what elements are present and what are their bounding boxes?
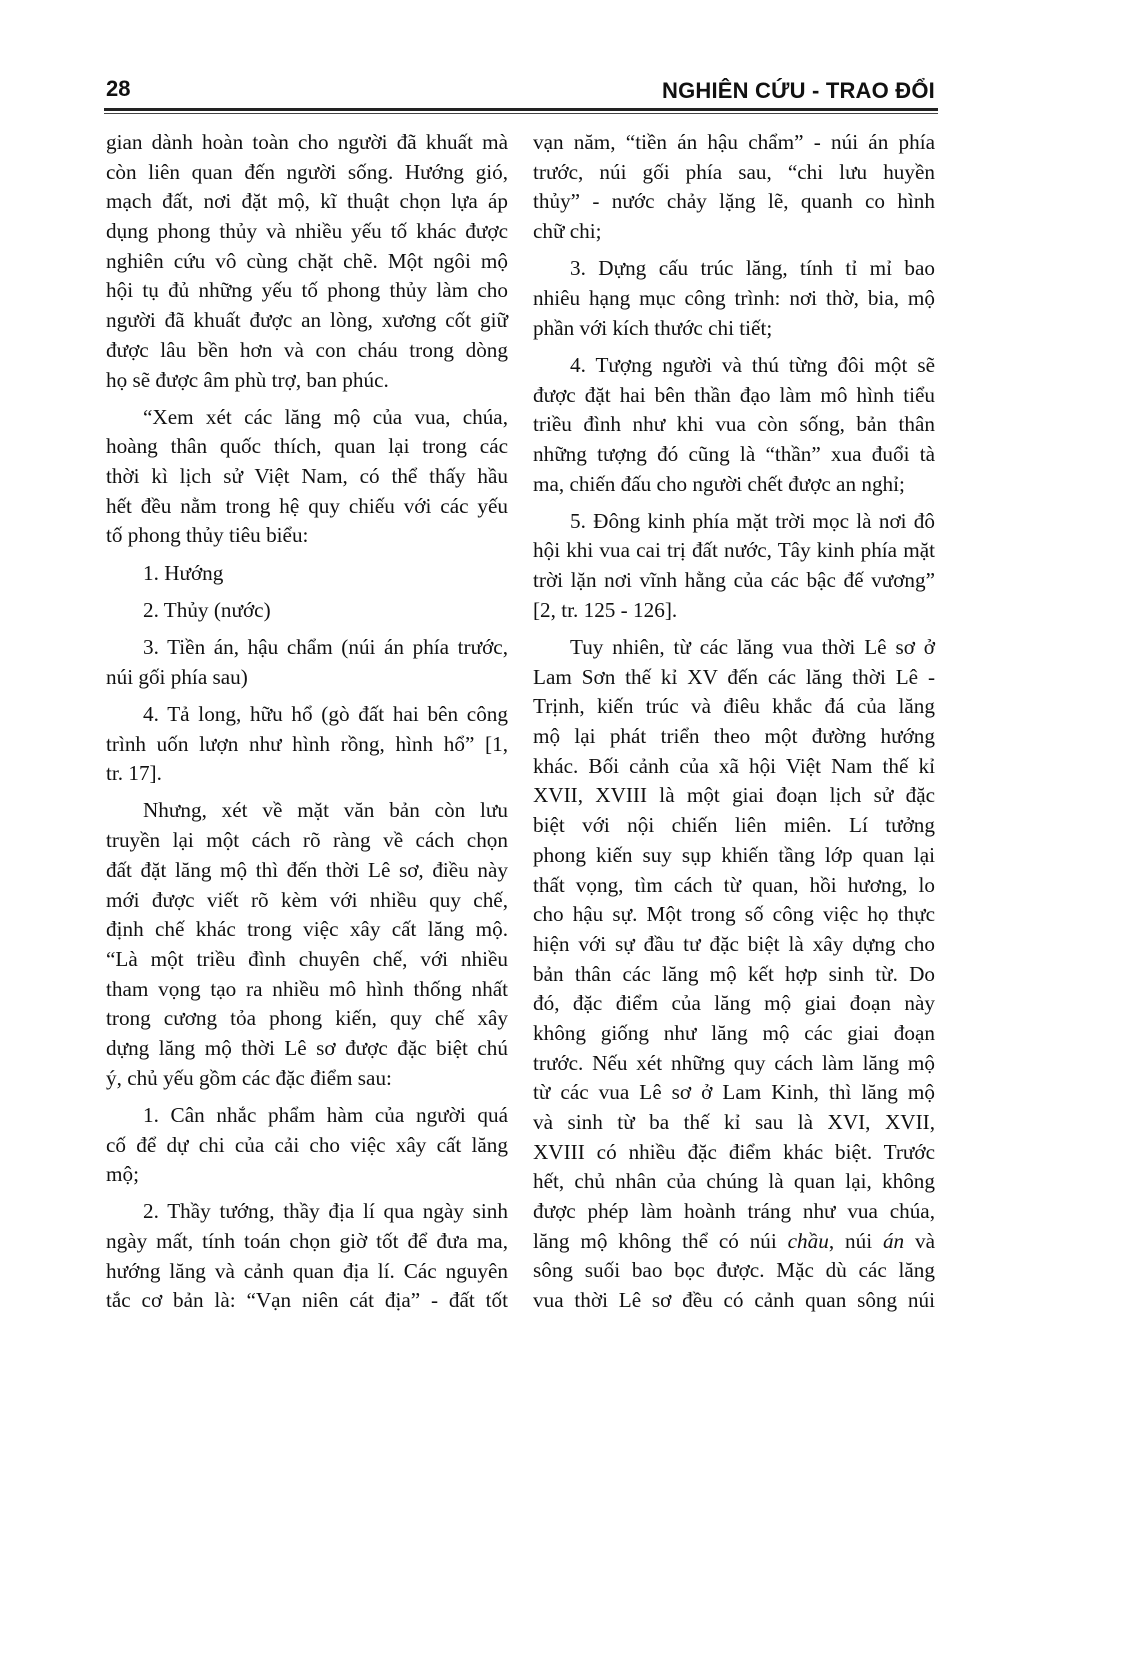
text-line: XVIII có nhiều đặc điểm khác biệt. Trước	[533, 1139, 935, 1164]
text-line: 4. Tả long, hữu hổ (gò đất hai bên công	[143, 701, 508, 726]
text-line: gian dành hoàn toàn cho người đã khuất mà	[106, 130, 508, 154]
text-line: hướng lăng và cảnh quan địa lí. Các nguyên	[106, 1258, 508, 1283]
text-line: mạch đất, nơi đặt mộ, kĩ thuật chọn lựa áp	[106, 189, 508, 214]
text-line: dựng lăng mộ thời Lê sơ được đặc biệt chú	[106, 1035, 508, 1060]
text-line: chữ chi;	[533, 219, 602, 244]
text-line: núi gối phía sau)	[106, 664, 248, 689]
text-line: được phép làm hoành tráng như vua chúa,	[533, 1199, 935, 1224]
text-line: ý, chủ yếu gồm các đặc điểm sau:	[106, 1065, 392, 1090]
text-line: hiện với sự đầu tư đặc biệt là xây dựng cho	[533, 931, 935, 956]
text-line: 1. Hướng	[143, 560, 224, 585]
text-segment: , núi	[828, 1228, 883, 1253]
text-line: trước, núi gối phía sau, “chi lưu huyền	[533, 159, 935, 184]
text-line: XVII, XVIII là một giai đoạn lịch sử đặc	[533, 783, 935, 808]
text-line: truyền lại một cách rõ ràng về cách chọn	[106, 828, 508, 853]
text-line: [2, tr. 125 - 126].	[533, 597, 678, 622]
text-line: Trịnh, kiến trúc và điêu khắc đá của lăng	[533, 694, 935, 719]
paragraph	[106, 128, 508, 395]
text-line: trong cương tỏa phong kiến, quy chế xây	[106, 1006, 508, 1031]
text-line: vạn năm, “tiền án hậu chẩm” - núi án phía	[533, 130, 935, 154]
text-line: biệt với nội chiến liên miên. Lí tưởng	[533, 813, 935, 838]
text-line: nhiêu hạng mục công trình: nơi thờ, bia, mộ	[533, 285, 935, 310]
text-line: 4. Tượng người và thú từng đôi một sẽ	[570, 352, 935, 377]
text-line: thời kì lịch sử Việt Nam, có thể thấy hầu	[106, 464, 508, 489]
text-line: cố để dự chi của cải cho việc xây cất lăng	[106, 1132, 508, 1157]
text-line: những tượng đó cũng là “thần” xua đuổi tà	[533, 441, 935, 466]
paragraph	[106, 596, 508, 626]
paragraph	[106, 1197, 508, 1316]
text-line: trời lặn nơi vĩnh hằng của các bậc đế vương”	[533, 568, 935, 593]
paragraph	[106, 700, 508, 789]
text-line: Tuy nhiên, từ các lăng vua thời Lê sơ ở	[570, 635, 935, 659]
text-line: tham vọng tạo ra nhiều mô hình thống nhất	[106, 976, 508, 1001]
text-segment: lăng mộ không thể có núi	[533, 1228, 788, 1253]
text-line: sông suối bao bọc được. Mặc dù các lăng	[533, 1258, 935, 1283]
text-line: “Xem xét các lăng mộ của vua, chúa,	[143, 404, 508, 429]
text-line: trình uốn lượn như hình rồng, hình hổ” [1,	[106, 731, 508, 756]
text-line: hội khi vua cai trị đất nước, Tây kinh phía mặt	[533, 538, 935, 563]
text-segment: và	[904, 1228, 936, 1253]
italic-term: chầu	[787, 1228, 829, 1253]
text-line	[533, 1227, 935, 1257]
text-line: bản thân các lăng mộ kết hợp sinh từ. Do	[533, 961, 935, 986]
text-line: hoàng thân quốc thích, quan lại trong các	[106, 434, 508, 459]
text-line: được đặt hai bên thần đạo làm mô hình tiểu	[533, 382, 935, 407]
text-line: thất vọng, tìm cách từ quan, hồi hương, lo	[533, 872, 935, 897]
text-line: ngày mất, tính toán chọn giờ tốt để đưa ma,	[106, 1229, 508, 1254]
text-line: 3. Dựng cấu trúc lăng, tính tỉ mỉ bao	[570, 256, 935, 281]
left-column	[106, 128, 508, 1324]
paragraph	[106, 796, 508, 1093]
text-line: hội tụ đủ những yếu tố phong thủy làm cho	[106, 278, 508, 303]
paragraph	[106, 403, 508, 551]
text-line: phong kiến suy sụp khiến tầng lớp quan lại	[533, 842, 935, 867]
text-line: 3. Tiền án, hậu chẩm (núi án phía trước,	[143, 635, 508, 659]
text-line: vua thời Lê sơ đều có cảnh quan sông núi	[533, 1288, 935, 1313]
text-line: mộ;	[106, 1162, 139, 1187]
text-line: trước. Nếu xét những quy cách làm lăng mộ	[533, 1050, 935, 1075]
text-line: dụng phong thủy và nhiều yếu tố khác được	[106, 219, 508, 244]
text-line: mới được viết rõ kèm với nhiều quy chế,	[106, 887, 508, 912]
text-line: Nhưng, xét về mặt văn bản còn lưu	[143, 798, 508, 823]
paragraph	[106, 1101, 508, 1190]
text-line: định chế khác trong việc xây cất lăng mộ.	[106, 917, 508, 942]
text-line: và sinh từ ba thế kỉ sau là XVI, XVII,	[533, 1110, 935, 1134]
text-line: hết đều nằm trong hệ quy chiếu với các yếu	[106, 493, 508, 518]
right-column	[533, 128, 935, 1323]
text-line: cho hậu sự. Một trong số công việc họ thực	[533, 902, 935, 927]
text-line: tố phong thủy tiêu biểu:	[106, 523, 309, 548]
header-rule-thin	[104, 113, 938, 114]
text-line: nghiên cứu vô cùng chặt chẽ. Một ngôi mộ	[106, 248, 508, 273]
text-line: 5. Đông kinh phía mặt trời mọc là nơi đô	[570, 508, 935, 533]
paragraph	[533, 351, 935, 499]
text-line: họ sẽ được âm phù trợ, ban phúc.	[106, 367, 389, 392]
text-line: khác. Bối cảnh của xã hội Việt Nam thế kỉ	[533, 753, 935, 778]
text-line: không giống như lăng mộ các giai đoạn	[533, 1020, 935, 1045]
paragraph	[533, 128, 935, 247]
text-line: 2. Thủy (nước)	[143, 597, 271, 622]
text-line: tắc cơ bản là: “Vạn niên cát địa” - đất tốt	[106, 1288, 508, 1313]
paragraph	[106, 559, 508, 589]
paragraph	[533, 254, 935, 343]
header-rule	[104, 108, 938, 111]
text-line: ma, chiến đấu cho người chết được an nghỉ;	[533, 471, 905, 496]
paragraph	[533, 507, 935, 626]
text-line: mộ lại phát triển theo một đường hướng	[533, 724, 935, 749]
text-line: “Là một triều đình chuyên chế, với nhiều	[106, 946, 508, 971]
text-line: 2. Thầy tướng, thầy địa lí qua ngày sinh	[143, 1199, 508, 1224]
section-title: NGHIÊN CỨU - TRAO ĐỔI	[661, 78, 935, 103]
text-line: tr. 17].	[106, 761, 162, 786]
page-number: 28	[106, 76, 131, 101]
text-line: phần với kích thước chi tiết;	[533, 315, 773, 340]
text-line: đất đặt lăng mộ thì đến thời Lê sơ, điều này	[106, 857, 508, 882]
text-line: hết, chủ nhân của chúng là quan lại, không	[533, 1169, 935, 1194]
italic-term: án	[882, 1228, 905, 1253]
paragraph	[533, 633, 935, 1316]
text-line: còn liên quan đến người sống. Hướng gió,	[106, 159, 508, 184]
paragraph	[106, 633, 508, 692]
text-line: thủy” - nước chảy lặng lẽ, quanh co hình	[533, 189, 935, 214]
text-line: 1. Cân nhắc phẩm hàm của người quá	[143, 1102, 508, 1127]
text-line: được lâu bền hơn và con cháu trong dòng	[106, 337, 508, 362]
text-line: triều đình như khi vua còn sống, bản thân	[533, 412, 935, 437]
text-line: Lam Sơn thế kỉ XV đến các lăng thời Lê -	[533, 664, 935, 689]
text-line: từ các vua Lê sơ ở Lam Kinh, thì lăng mộ	[533, 1080, 935, 1105]
text-line: người đã khuất được an lòng, xương cốt giữ	[106, 308, 508, 333]
text-line: đó, đặc điểm của lăng mộ giai đoạn này	[533, 991, 935, 1016]
